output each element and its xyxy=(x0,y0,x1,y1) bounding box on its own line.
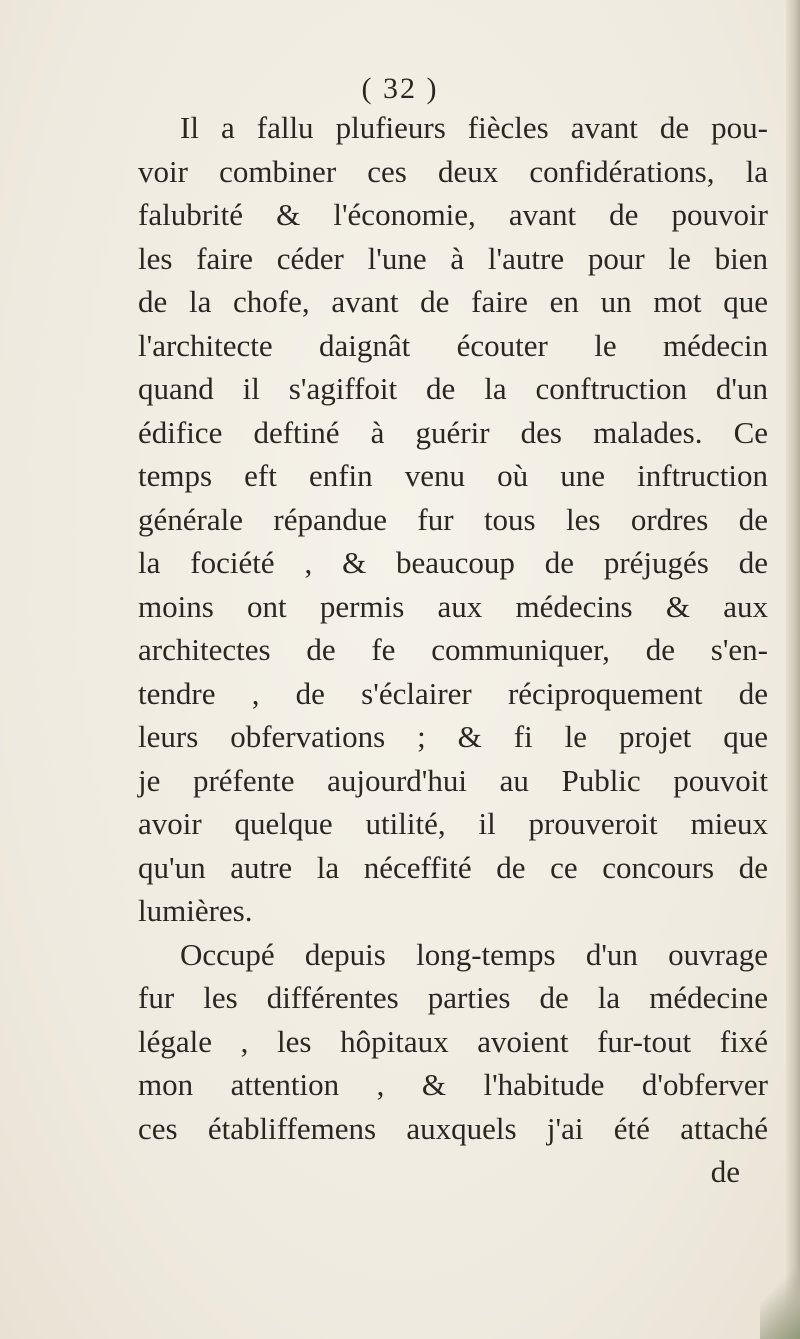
text-line: temps eft enfin venu où une inftruction xyxy=(138,458,768,493)
text-line: moins ont permis aux médecins & aux xyxy=(138,588,768,624)
text-line: légale , les hôpitaux avoient fur-tout fixé xyxy=(138,1023,768,1059)
text-line: architectes de fe communiquer, de s'en- xyxy=(138,632,768,667)
text-line: leurs obfervations ; & fi le projet que xyxy=(138,719,768,754)
text-line: falubrité & l'économie, avant de pouvoir xyxy=(138,197,768,232)
text-line: les faire céder l'une à l'autre pour le bien xyxy=(138,240,768,276)
text-line: Occupé depuis long-temps d'un ouvrage xyxy=(180,936,768,972)
text-line: mon attention , & l'habitude d'obferver xyxy=(138,1067,768,1102)
page-corner-stain xyxy=(760,1249,800,1339)
text-line: lumières. xyxy=(138,893,253,928)
text-line: qu'un autre la néceffité de ce concours de xyxy=(138,849,768,885)
text-line: Il a fallu plufieurs fiècles avant de pou- xyxy=(180,110,768,145)
text-line: voir combiner ces deux confidérations, la xyxy=(138,153,768,189)
text-line: tendre , de s'éclairer réciproquement de xyxy=(138,675,768,711)
text-line: ces établiffemens auxquels j'ai été attaché xyxy=(138,1110,768,1146)
body-text xyxy=(138,106,768,1194)
catchword: de xyxy=(710,1154,740,1189)
text-line: édifice deftiné à guérir des malades. Ce xyxy=(138,414,768,450)
text-line: de la chofe, avant de faire en un mot que xyxy=(138,284,768,319)
page-edge-shadow xyxy=(786,0,800,1339)
text-line: quand il s'agiffoit de la conftruction d'un xyxy=(138,371,768,406)
page-number: ( 32 ) xyxy=(361,72,439,105)
text-line: l'architecte daignât écouter le médecin xyxy=(138,327,768,363)
text-line: avoir quelque utilité, il prouveroit mieux xyxy=(138,806,768,841)
text-line: fur les différentes parties de la médecine xyxy=(138,980,768,1015)
text-line: la fociété , & beaucoup de préjugés de xyxy=(138,545,768,580)
text-line: générale répandue fur tous les ordres de xyxy=(138,501,768,537)
text-line: je préfente aujourd'hui au Public pouvoit xyxy=(138,762,768,798)
